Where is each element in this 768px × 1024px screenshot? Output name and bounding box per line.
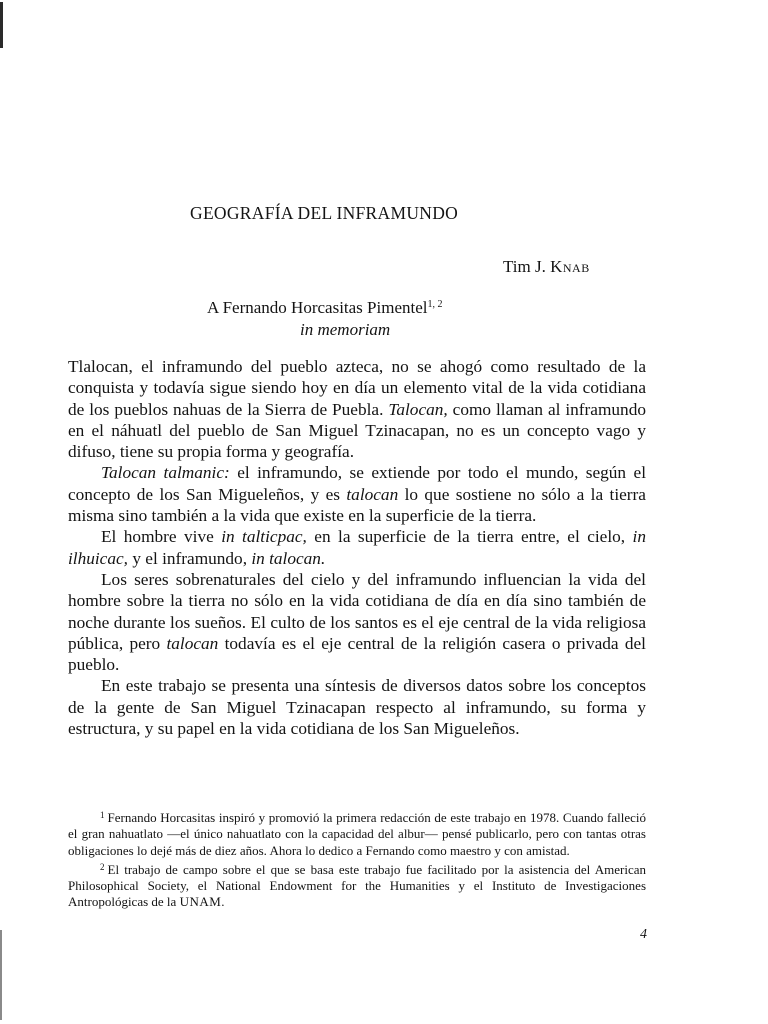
footnote-2: $^2$ El trabajo de campo sobre el que se basa este trabajo fue facilitado por la asistencia del American Philosophical Society, el National Endowment for the Humanities y el Instituto de Investigaciones Antropológicas de la UNAM. — [68, 861, 646, 910]
author-given-name: Tim J. — [503, 257, 546, 276]
author-surname: Knab — [550, 257, 590, 276]
paragraph-2: Talocan talmanic: el inframundo, se extiende por todo el mundo, según el concepto de los San Migueleños, y es talocan lo que sostiene no sólo a la tierra misma sino también a la vida que existe en la superficie de la tierra. — [68, 463, 646, 526]
footnote-number: 2 — [100, 861, 105, 872]
paragraph-3: El hombre vive in talticpac, en la superficie de la tierra entre, el cielo, in ilhuicac, y el inframundo, in talocan. — [68, 527, 646, 568]
footnote-1: $^1$ Fernando Horcasitas inspiró y promovió la primera redacción de este trabajo en 1978. Cuando falleció el gran nahuatlato —el único nahuatlato con la capacidad del albur— pensé publicarlo, pero con tantas otras obligaciones lo dejé más de diez años. Ahora lo dedico a Fernando como maestro y con amistad. — [68, 810, 646, 858]
paragraph-4: Los seres sobrenaturales del cielo y del inframundo influencian la vida del hombre sobre la tierra no sólo en la vida cotidiana de día en día sino también de noche durante los sueños. El culto de los santos es el eje central de la vida religiosa pública, pero talocan todavía es el eje central de la religión casera o privada del pueblo. — [68, 569, 646, 675]
dedication-memoriam: in memoriam — [300, 320, 391, 339]
paragraph-1: Tlalocan, el inframundo del pueblo azteca, no se ahogó como resultado de la conquista y todavía sigue siendo hoy en día un elemento vital de la vida cotidiana de los pueblos nahuas de la Sierra de Puebla. Talocan, como llaman al inframundo en el náhuatl del pueblo de San Miguel Tzinacapan, no es un concepto vago y difuso, tiene su propia forma y geografía. — [68, 357, 646, 462]
acronym: UNAM — [179, 894, 222, 910]
footnote-refs[interactable]: 1, 2 — [427, 299, 443, 310]
scan-edge-mark-bottom — [0, 930, 2, 1020]
article-body — [68, 356, 646, 739]
footnotes — [68, 807, 646, 911]
article-title: GEOGRAFÍA DEL INFRAMUNDO — [190, 203, 459, 223]
scan-edge-mark-top — [0, 2, 3, 48]
author-line — [503, 257, 590, 277]
page-number: 4 — [640, 927, 647, 942]
dedication-line — [207, 298, 443, 318]
footnote-number: 1 — [100, 810, 105, 820]
paragraph-5: En este trabajo se presenta una síntesis de diversos datos sobre los conceptos de la gente de San Miguel Tzinacapan respecto al inframundo, su forma y estructura, y su papel en la vida cotidiana de los San Migueleños. — [68, 676, 646, 739]
dedication-text: A Fernando Horcasitas Pimentel — [207, 298, 428, 317]
